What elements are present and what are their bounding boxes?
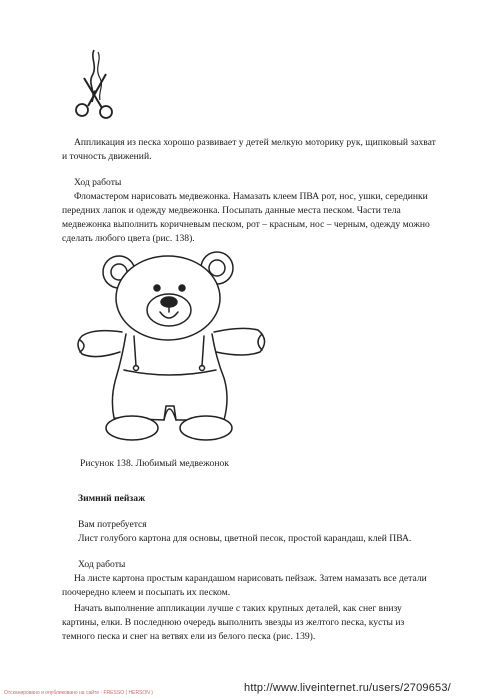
work-heading: Ход работы	[74, 177, 122, 188]
work-line-3: медвежонка выполнить коричневым песком, рот – красным, нос – черным, одежду можно	[62, 219, 430, 230]
work3-line-3: темного песка и снег на ветвях ели из белого песка (рис. 139).	[62, 631, 316, 642]
work3-line-1: Начать выполнение аппликации лучше с таких крупных деталей, как снег внизу	[74, 603, 402, 614]
figure-caption: Рисунок 138. Любимый медвежонок	[80, 458, 229, 469]
footer-url[interactable]: http://www.liveinternet.ru/users/2709653/	[244, 682, 451, 694]
work2-line-2: поочередно клеем и посыпать их песком.	[62, 587, 231, 598]
intro-line-2: и точность движений.	[62, 151, 152, 162]
needs-heading: Вам потребуется	[78, 519, 147, 530]
work2-heading: Ход работы	[78, 559, 126, 570]
scissors-icon	[68, 48, 120, 120]
section-title: Зимний пейзаж	[78, 493, 146, 504]
work2-line-1: На листе картона простым карандашом нарисовать пейзаж. Затем намазать все детали	[74, 573, 427, 584]
teddy-bear-illustration	[74, 248, 294, 448]
work-line-1: Фломастером нарисовать медвежонка. Намазать клеем ПВА рот, нос, ушки, серединки	[74, 191, 428, 202]
work3-line-2: картины, елки. В последнюю очередь выполнить звезды из желтого песка, кусты из	[62, 617, 405, 628]
needs-text: Лист голубого картона для основы, цветной песок, простой карандаш, клей ПВА.	[78, 533, 412, 544]
work-line-2: передних лапок и одежду медвежонка. Посыпать данные места песком. Части тела	[62, 205, 401, 216]
work-line-4: сделать любого цвета (рис. 138).	[62, 233, 195, 244]
footer-watermark-left: Отсканировано и опубликовано на сайте · FRESSO ( HERSON )	[4, 690, 153, 696]
intro-line-1: Аппликация из песка хорошо развивает у детей мелкую моторику рук, щипковый захват	[74, 137, 436, 148]
